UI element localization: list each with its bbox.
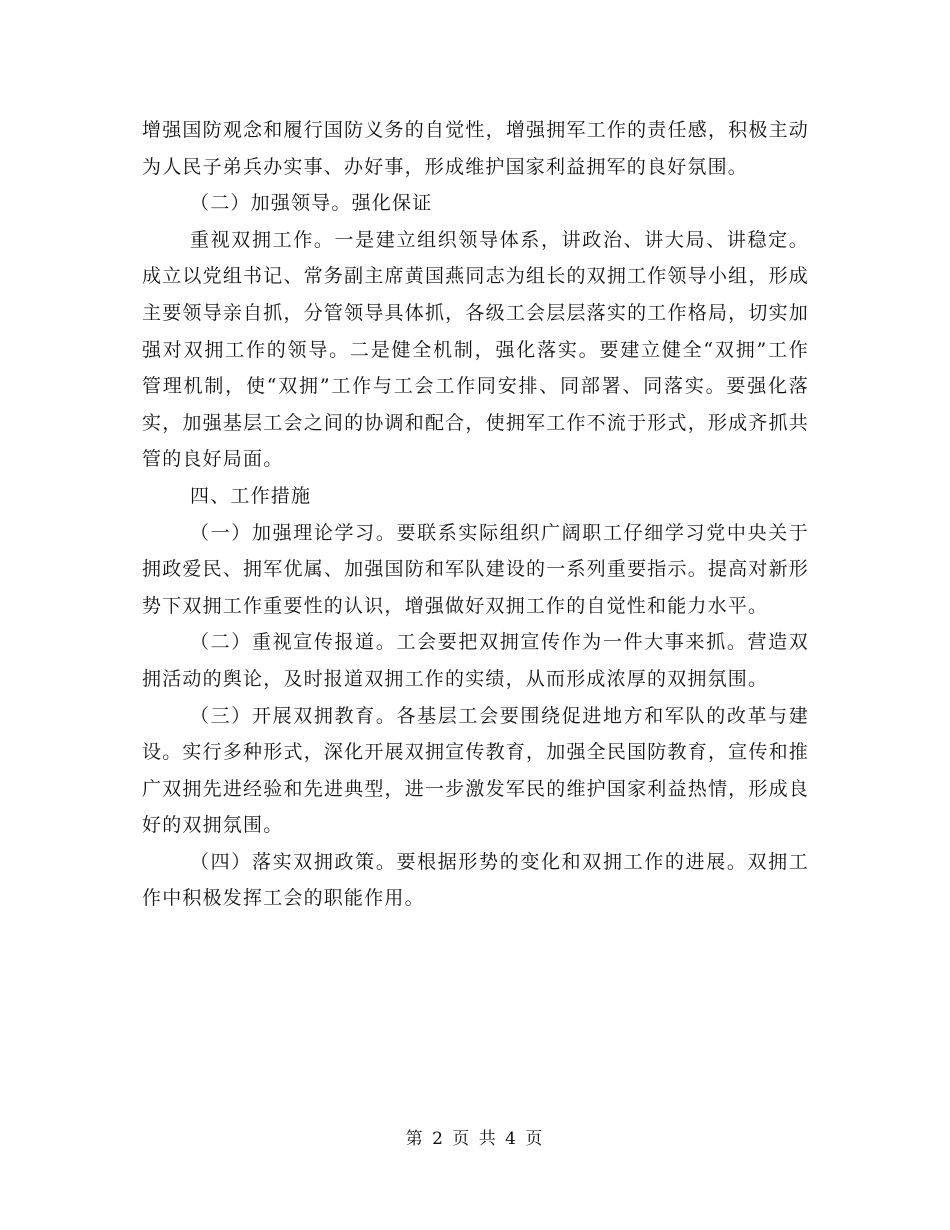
paragraph-education: （三）开展双拥教育。各基层工会要围绕促进地方和军队的改革与建设。实行多种形式，深化开展双拥宣传教育，加强全民国防教育，宣传和推广双拥先进经验和先进典型，进一步激发军民的维护国家利益热情，形成良好的双拥氛围。 <box>142 704 809 837</box>
paragraph-theory-study: （一）加强理论学习。要联系实际组织广阔职工仔细学习党中央关于拥政爱民、拥军优属、加强国防和军队建设的一系列重要指示。提高对新形势下双拥工作重要性的认识，增强做好双拥工作的自觉性和能力水平。 <box>142 521 809 617</box>
page-number-footer: 第 2 页 共 4 页 <box>405 1129 545 1149</box>
section-heading-work-measures: 四、工作措施 <box>190 484 312 507</box>
paragraph-leadership-system: 重视双拥工作。一是建立组织领导体系，讲政治、讲大局、讲稳定。成立以党组书记、常务副主席黄国燕同志为组长的双拥工作领导小组，形成主要领导亲自抓，分管领导具体抓，各级工会层层落实的工作格局，切实加强对双拥工作的领导。二是健全机制，强化落实。要建立健全“双拥”工作管理机制，使“双拥”工作与工会工作同安排、同部署、同落实。要强化落实，加强基层工会之间的协调和配合，使拥军工作不流于形式，形成齐抓共管的良好局面。 <box>142 228 809 471</box>
section-heading-strengthen-leadership: （二）加强领导。强化保证 <box>190 192 433 215</box>
paragraph-continuation: 增强国防观念和履行国防义务的自觉性，增强拥军工作的责任感，积极主动为人民子弟兵办实事、办好事，形成维护国家利益拥军的良好氛围。 <box>142 119 809 178</box>
paragraph-publicity: （二）重视宣传报道。工会要把双拥宣传作为一件大事来抓。营造双拥活动的舆论，及时报道双拥工作的实绩，从而形成浓厚的双拥氛围。 <box>142 631 809 690</box>
document-body <box>142 112 809 917</box>
paragraph-policy: （四）落实双拥政策。要根据形势的变化和双拥工作的进展。双拥工作中积极发挥工会的职能作用。 <box>142 850 809 910</box>
